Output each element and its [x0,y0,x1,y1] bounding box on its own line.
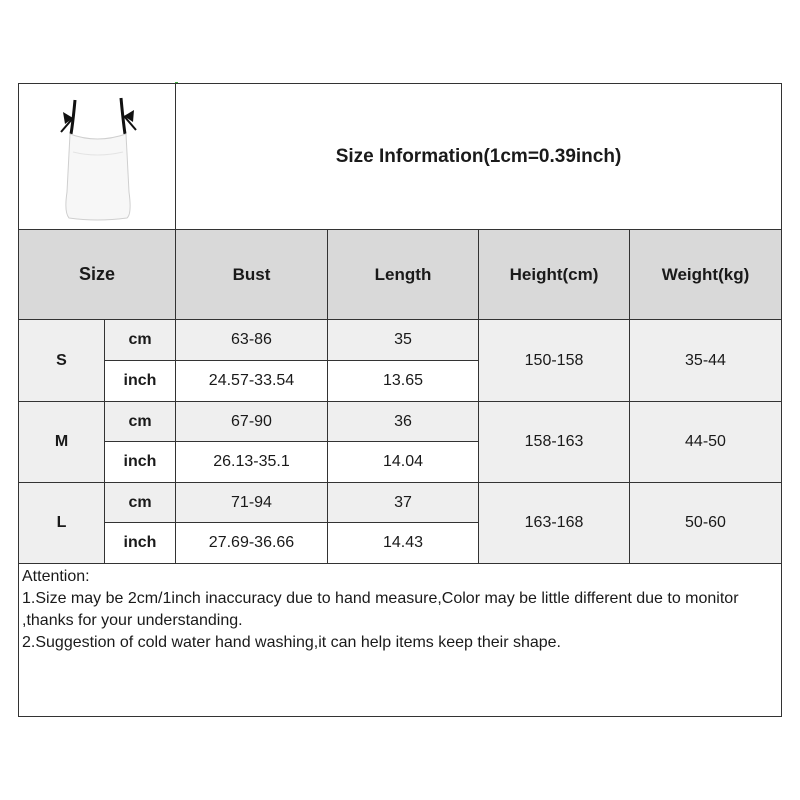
weight-l: 50-60 [630,483,781,564]
header-height: Height(cm) [479,230,630,320]
weight-m: 44-50 [630,402,781,483]
bust-inch-l: 27.69-36.66 [176,523,328,564]
notes-heading: Attention: [22,568,90,585]
page-title: Size Information(1cm=0.39inch) [176,84,781,230]
length-inch-m: 14.04 [328,442,479,483]
length-inch-s: 13.65 [328,361,479,402]
product-image [19,84,176,230]
unit-inch: inch [105,523,176,564]
height-l: 163-168 [479,483,630,564]
notes-line-2: 2.Suggestion of cold water hand washing,it can help items keep their shape. [22,634,561,651]
attention-notes [19,564,781,716]
height-m: 158-163 [479,402,630,483]
white-cami-top-icon [37,92,157,222]
length-inch-l: 14.43 [328,523,479,564]
bust-cm-l: 71-94 [176,483,328,523]
unit-cm: cm [105,483,176,523]
header-size: Size [19,230,176,320]
length-cm-m: 36 [328,402,479,442]
bust-inch-s: 24.57-33.54 [176,361,328,402]
unit-cm: cm [105,402,176,442]
bust-inch-m: 26.13-35.1 [176,442,328,483]
size-label-m: M [19,402,105,483]
length-cm-l: 37 [328,483,479,523]
bust-cm-m: 67-90 [176,402,328,442]
header-length: Length [328,230,479,320]
bust-cm-s: 63-86 [176,320,328,361]
unit-inch: inch [105,442,176,483]
size-label-l: L [19,483,105,564]
height-s: 150-158 [479,320,630,402]
unit-cm: cm [105,320,176,361]
header-bust: Bust [176,230,328,320]
length-cm-s: 35 [328,320,479,361]
notes-line-1: 1.Size may be 2cm/1inch inaccuracy due to hand measure,Color may be little different due to monitor ,thanks for your understanding. [22,590,739,629]
header-weight: Weight(kg) [630,230,781,320]
weight-s: 35-44 [630,320,781,402]
size-chart-table [18,83,782,717]
size-label-s: S [19,320,105,402]
unit-inch: inch [105,361,176,402]
